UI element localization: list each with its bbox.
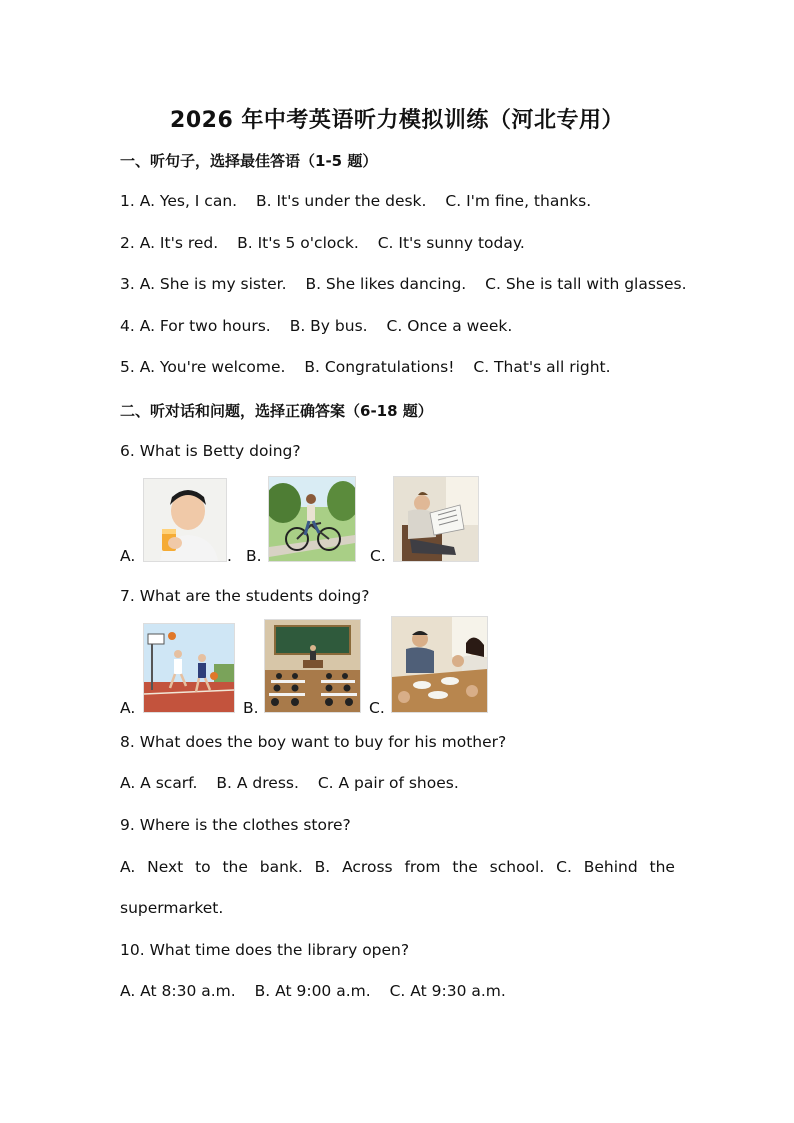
question-3: [120, 275, 687, 293]
q9-word: Across: [342, 858, 393, 876]
q6-picture-c-man-reading-newspaper: [393, 476, 479, 562]
q7-picture-a-playing-basketball: [143, 623, 235, 713]
q6-picture-a-boy-drinking-juice: [143, 478, 227, 562]
q6-label-a: A.: [120, 547, 136, 565]
q1-number: 1.: [120, 192, 135, 210]
q9-word: the: [452, 858, 478, 876]
q9-word: school.: [489, 858, 545, 876]
q8-option-a: A. A scarf.: [120, 774, 198, 792]
q7-label-a: A.: [120, 699, 136, 717]
q6-label-c: C.: [370, 547, 386, 565]
q3-option-a: A. She is my sister.: [139, 275, 287, 293]
section-1-heading: 一、听句子，选择最佳答语（1-5 题）: [120, 152, 378, 170]
q9-word: C.: [556, 858, 572, 876]
q3-number: 3.: [120, 275, 135, 293]
question-7: 7. What are the students doing?: [120, 587, 370, 605]
q4-number: 4.: [120, 317, 135, 335]
q7-label-b: B.: [243, 699, 259, 717]
q9-word: bank.: [259, 858, 303, 876]
q7-picture-b-having-a-class: [264, 619, 361, 713]
q5-option-c: C. That's all right.: [473, 358, 611, 376]
question-9-wrap: supermarket.: [120, 899, 224, 917]
q4-option-b: B. By bus.: [289, 317, 368, 335]
q9-word: Behind: [583, 858, 638, 876]
q6-dot: .: [227, 547, 232, 565]
q5-number: 5.: [120, 358, 135, 376]
question-10-options: [120, 982, 506, 1000]
question-4: [120, 317, 512, 335]
q4-option-a: A. For two hours.: [139, 317, 271, 335]
q2-option-b: B. It's 5 o'clock.: [237, 234, 359, 252]
q2-option-a: A. It's red.: [139, 234, 219, 252]
q5-option-b: B. Congratulations!: [304, 358, 455, 376]
page-title: 2026 年中考英语听力模拟训练（河北专用）: [170, 108, 624, 133]
q9-word: to: [195, 858, 211, 876]
q1-option-b: B. It's under the desk.: [256, 192, 427, 210]
question-8: 8. What does the boy want to buy for his mother?: [120, 733, 507, 751]
q3-option-b: B. She likes dancing.: [305, 275, 467, 293]
q10-option-c: C. At 9:30 a.m.: [389, 982, 506, 1000]
q5-option-a: A. You're welcome.: [139, 358, 286, 376]
q9-word: the: [649, 858, 675, 876]
q8-option-b: B. A dress.: [216, 774, 299, 792]
q1-option-a: A. Yes, I can.: [139, 192, 238, 210]
question-5: [120, 358, 611, 376]
q6-picture-b-girl-riding-bike: [268, 476, 356, 562]
section-2-heading: 二、听对话和问题，选择正确答案（6-18 题）: [120, 402, 433, 420]
q2-option-c: C. It's sunny today.: [377, 234, 525, 252]
q9-word: B.: [314, 858, 331, 876]
q7-picture-c-having-a-meal: [391, 616, 488, 713]
q1-option-c: C. I'm fine, thanks.: [445, 192, 592, 210]
question-2: [120, 234, 525, 252]
question-6: 6. What is Betty doing?: [120, 442, 301, 460]
q9-word: A.: [120, 858, 136, 876]
question-9: 9. Where is the clothes store?: [120, 816, 351, 834]
q10-option-a: A. At 8:30 a.m.: [120, 982, 236, 1000]
question-10: 10. What time does the library open?: [120, 941, 410, 959]
q8-option-c: C. A pair of shoes.: [317, 774, 459, 792]
question-8-options: [120, 774, 459, 792]
q10-option-b: B. At 9:00 a.m.: [254, 982, 371, 1000]
q7-label-c: C.: [369, 699, 385, 717]
q2-number: 2.: [120, 234, 135, 252]
q3-option-c: C. She is tall with glasses.: [485, 275, 687, 293]
q6-label-b: B.: [246, 547, 262, 565]
q9-word: Next: [147, 858, 184, 876]
q4-option-c: C. Once a week.: [386, 317, 513, 335]
q9-word: from: [404, 858, 441, 876]
question-9-options: [120, 858, 675, 876]
question-1: [120, 192, 591, 210]
q9-word: the: [222, 858, 248, 876]
